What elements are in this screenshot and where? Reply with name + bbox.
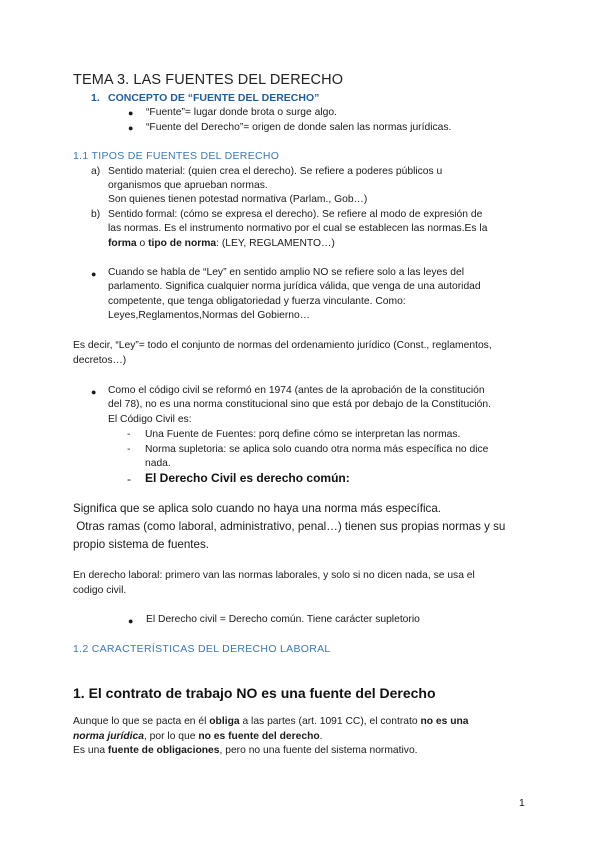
section-1-heading: CONCEPTO DE “FUENTE DEL DERECHO” <box>108 92 320 104</box>
text-span: . <box>319 731 323 742</box>
bullet-icon: ● <box>91 269 97 279</box>
item-a-line: Son quienes tienen potestad normativa (Parlam., Gob…) <box>108 194 368 205</box>
text-span: Es una <box>73 745 108 756</box>
derecho-civil-comun-heading: El Derecho Civil es derecho común: <box>145 471 350 485</box>
list-marker-a: a) <box>91 166 101 177</box>
bullet-icon: ● <box>91 387 97 397</box>
ley-line: competente, que tenga obligatoriedad y fuerza vinculante. Como: <box>108 296 406 307</box>
contrato-para-line <box>73 715 469 730</box>
item-a-line: Sentido material: (quien crea el derecho). Se refiere a poderes públicos u <box>108 166 443 177</box>
text-span: , por lo que <box>143 731 199 742</box>
bold-no-es-una: no es una <box>420 716 469 727</box>
section-1-number: 1. <box>91 92 100 104</box>
dash-item: Norma supletoria: se aplica solo cuando otra norma más específica no dice <box>145 444 489 455</box>
bold-norma-juridica: norma jurídica <box>73 731 144 742</box>
bullet-icon: ● <box>128 123 134 133</box>
laboral-line: En derecho laboral: primero van las normas laborales, y solo si no dicen nada, se usa el <box>73 570 475 581</box>
contrato-para-line <box>73 730 323 745</box>
bold-forma: forma <box>108 238 137 249</box>
section-1-2-heading: 1.2 CARACTERÍSTICAS DEL DERECHO LABORAL <box>73 643 331 655</box>
contrato-para-line <box>73 744 418 759</box>
bold-tipo-de-norma: tipo de norma <box>148 238 217 249</box>
item-b-line: Sentido formal: (cómo se expresa el derecho). Se refiere al modo de expresión de <box>108 209 483 220</box>
es-decir-line: Es decir, “Ley”= todo el conjunto de normas del ordenamiento jurídico (Const., reglamentos, <box>73 340 492 351</box>
text-span: , pero no una fuente del sistema normativo. <box>219 745 418 756</box>
codigo-line: El Código Civil es: <box>108 414 192 425</box>
item-b-last-line <box>108 237 335 252</box>
page-number: 1 <box>519 798 525 809</box>
section-1-bullet: “Fuente del Derecho”= origen de donde salen las normas jurídicas. <box>146 122 452 133</box>
list-marker-b: b) <box>91 209 101 220</box>
section-1-1-heading: 1.1 TIPOS DE FUENTES DEL DERECHO <box>73 150 280 162</box>
codigo-line: del 78), no es una norma constitucional sino que está por debajo de la Constitución. <box>108 399 491 410</box>
bold-obliga: obliga <box>209 716 240 727</box>
ley-line: Cuando se habla de “Ley” en sentido amplio NO se refiere solo a las leyes del <box>108 267 465 278</box>
dash-item: Una Fuente de Fuentes: porq define cómo se interpretan las normas. <box>145 429 461 440</box>
civil-supletorio-line: El Derecho civil = Derecho común. Tiene carácter supletorio <box>146 614 420 625</box>
dash-icon: - <box>127 472 131 486</box>
bullet-icon: ● <box>128 108 134 118</box>
contrato-heading: 1. El contrato de trabajo NO es una fuente del Derecho <box>73 685 436 701</box>
dash-icon: - <box>127 444 131 455</box>
laboral-line: codigo civil. <box>73 585 127 596</box>
text-o: o <box>136 238 149 249</box>
section-1-bullet: “Fuente”= lugar donde brota o surge algo. <box>146 107 337 118</box>
bold-no-es-fuente: no es fuente del derecho <box>198 731 320 742</box>
ley-line: parlamento. Significa cualquier norma jurídica válida, que venga de una autoridad <box>108 281 481 292</box>
text-ley-reglamento: : (LEY, REGLAMENTO…) <box>216 238 335 249</box>
dash-item: nada. <box>145 458 171 469</box>
significa-line: Otras ramas (como laboral, administrativo, penal…) tienen sus propias normas y su <box>73 520 506 533</box>
significa-line: propio sistema de fuentes. <box>73 538 209 551</box>
es-decir-line: decretos…) <box>73 355 127 366</box>
bold-fuente-de-obligaciones: fuente de obligaciones <box>107 745 220 756</box>
text-span: a las partes (art. 1091 CC), el contrato <box>239 716 421 727</box>
text-span: Aunque lo que se pacta en él <box>73 716 210 727</box>
item-b-line: las normas. Es el instrumento normativo por el cual se establecen las normas.Es la <box>108 223 488 234</box>
ley-line: Leyes,Reglamentos,Normas del Gobierno… <box>108 310 311 321</box>
page-title: TEMA 3. LAS FUENTES DEL DERECHO <box>73 72 344 88</box>
bullet-icon: ● <box>128 616 134 626</box>
codigo-line: Como el código civil se reformó en 1974 (antes de la aprobación de la constitución <box>108 385 485 396</box>
dash-icon: - <box>127 429 131 440</box>
item-a-line: organismos que aprueban normas. <box>108 180 268 191</box>
significa-line: Significa que se aplica solo cuando no haya una norma más específica. <box>73 502 442 515</box>
